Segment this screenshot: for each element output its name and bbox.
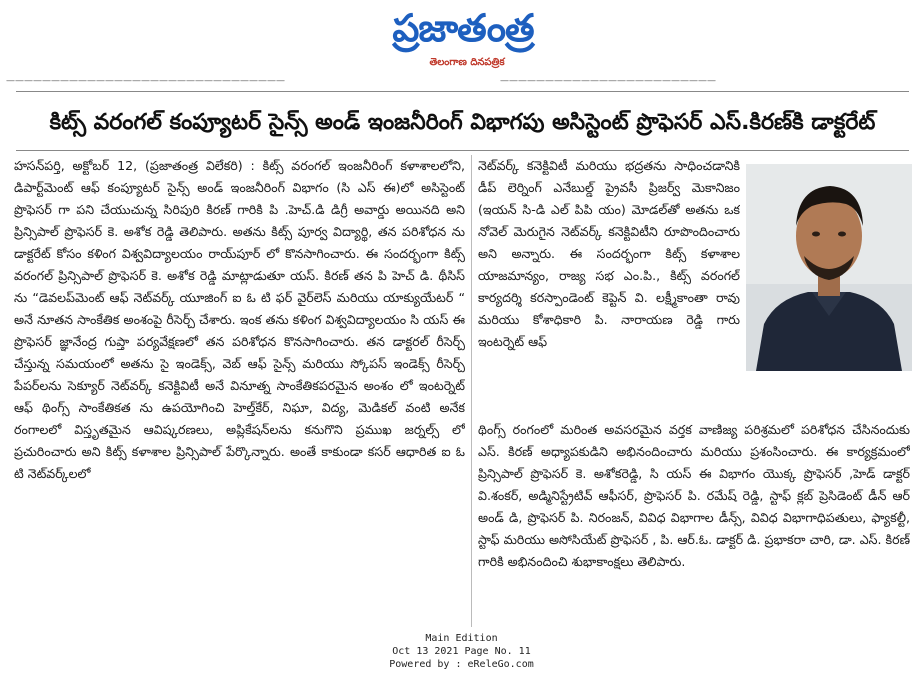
strip-right-text: ————————————————————————: [500, 80, 716, 86]
edition-footer: [0, 632, 923, 671]
footer-powered-by[interactable]: Powered by : eReleGo.com: [389, 659, 534, 670]
column-divider: [471, 155, 472, 627]
article-headline: కిట్స్ వరంగల్ కంప్యూటర్ సైన్స్ అండ్ ఇంజనీరింగ్ విభాగపు అసిస్టెంట్ ప్రొఫెసర్ ఎస్.కిరణ్‌కి డాక్టరేట్: [49, 110, 876, 135]
top-divider: [16, 91, 909, 92]
strip-left-text: ———————————————————————————————: [6, 80, 285, 86]
footer-edition: Main Edition: [425, 633, 498, 644]
logo-title: ప్రజాతంత్ర: [392, 6, 534, 50]
portrait-photo: [746, 164, 912, 371]
footer-date-page: Oct 13 2021 Page No. 11: [392, 646, 531, 657]
article-right-column-top: నెట్‌వర్క్ కనెక్టివిటీ మరియు భద్రతను సాధించడానికి డీప్ లెర్నింగ్ ఎనేబుల్డ్ ప్రైవసీ ప్రిజర్వ్ మెకానిజం (ఇయన్ సి-డి ఎల్ పిపి యం) మోడల్‌తో అతను ఒక నోవెల్ మెరుగైన నెట్‌వర్క్ కనెక్టివిటీని రూపొందించారు అని అన్నారు. ఈ సందర్భంగా కిట్స్ కళాశాల యాజమాన్యం, రాజ్య సభ ఎం.పి., కిట్స్ వరంగల్ కార్యదర్శి కరస్పాండెంట్ కెప్టెన్ వి. లక్ష్మీకాంతా రావు మరియు కోశాధికారి పి. నారాయణ రెడ్డి గారు ఇంటర్నెట్ ఆఫ్: [478, 158, 740, 349]
masthead: [0, 0, 923, 90]
portrait-icon: [746, 164, 912, 371]
article-left-column: హసన్‌పర్తి, అక్టోబర్ 12, (ప్రజాతంత్ర విలేకరి) : కిట్స్ వరంగల్ ఇంజనీరింగ్ కళాశాలలోని, డిపార్ట్‌మెంట్ ఆఫ్ కంప్యూటర్ సైన్స్ అండ్ ఇంజనీరింగ్ విభాగం (సి ఎస్ ఈ)లో అసిస్టెంట్ ప్రొఫెసర్ గా పని చేయుచున్న సిరిపురి కిరణ్ గారికి పి .హెచ్.డి డిగ్రీ అవార్డు అయినది అని ప్రిన్సిపాల్ ప్రొఫెసర్ కె. అశోక రెడ్డి తెలిపారు. అతను కిట్స్ పూర్వ విద్యార్థి, తన పరిశోధన ను డాక్టరేట్ కోసం కళింగ విశ్వవిద్యాలయం రాయ్‌పూర్ లో కొనసాగించారు. ఈ సందర్భంగా కిట్స్ వరంగల్ ప్రిన్సిపాల్ ప్రొఫెసర్ కె. అశోక రెడ్డి మాట్లాడుతూ యస్. కిరణ్ తన పి హెచ్ డి. థీసిస్ ను “డెవలప్‌మెంట్ ఆఫ్ నెట్‌వర్క్ యూజింగ్ ఐ ఓ టి ఫర్ వైర్‌లెస్ మరియు యాక్యుయేటర్ “ అనే నూతన సాంకేతిక అంశంపై రీసెర్చ్ చేశారు. ఇంక తను కళింగ విశ్వవిద్యాలయం సి యస్ ఈ ప్రొఫెసర్ జ్ఞానేంద్ర గుప్తా పర్యవేక్షణలో తన పరిశోధన కొనసాగించారు. తన డాక్టరల్ రీసెర్చ్ చేస్తున్న సమయంలో అతను సై ఇండెక్స్, వెబ్ ఆఫ్ సైన్స్ మరియు స్కోపస్ ఇండెక్స్ రీసెర్చ్ పేపర్‌లను సెక్యూర్ నెట్‌వర్క్ కనెక్టివిటీ అనే వినూత్న సాంకేతికపరమైన అంశం లో ఇంటర్నెట్ ఆఫ్ థింగ్స్ సాంకేతికత ను ఉపయోగించి హెల్త్‌కేర్, నిఘా, విద్య, మెడికల్ వంటి అనేక రంగాలలో విస్తృతమైన ఆవిష్కరణలు, అప్లికేషన్‌లను కనుగొని ప్రముఖ జర్నల్స్ లో ప్రచురించారు అని కిట్స్ కళాశాల ప్రిన్సిపాల్ పేర్కొన్నారు. అంతే కాకుండా కసర్ ఆధారిత ఐ ఓ టి నెట్‌వర్క్‌లలో: [14, 158, 465, 481]
logo-subtitle: తెలంగాణ దినపత్రిక: [429, 57, 505, 68]
newspaper-logo[interactable]: [372, 2, 554, 74]
headline-divider: [16, 150, 909, 151]
article-right-column-bottom: థింగ్స్ రంగంలో మరింత అవసరమైన వర్తక వాణిజ్య పరిశ్రమలో పరిశోధన చేసినందుకు ఎస్. కిరణ్ అధ్యాపకుడిని అభినందించారు మరియు ప్రశంసించారు. ఈ కార్యక్రమంలో ప్రిన్సిపాల్ ప్రొఫెసర్ కె. అశోకరెడ్డి, సి యస్ ఈ విభాగం యొక్క ప్రొఫెసర్ ,హెడ్ డాక్టర్ వి.శంకర్, అడ్మినిస్ట్రేటివ్ ఆఫీసర్, ప్రొఫెసర్ పి. రమేష్ రెడ్డి, స్టాఫ్ క్లబ్ ప్రెసిడెంట్ డీన్ ఆర్ అండ్ డి, ప్రొఫెసర్ పి. నిరంజన్, వివిధ విభాగాల డీన్స్, వివిధ విభాగాధిపతులు, ఫ్యాకల్టీ, స్టాఫ్ మరియు అసోసియేట్ ప్రొఫెసర్ , పి. ఆర్.ఓ. డాక్టర్ డి. ప్రభాకరా చారి, డా. ఎస్. కిరణ్ గారికి అభినందించి శుభాకాంక్షలు తెలిపారు.: [478, 422, 910, 569]
previous-article-strip: [0, 80, 923, 90]
